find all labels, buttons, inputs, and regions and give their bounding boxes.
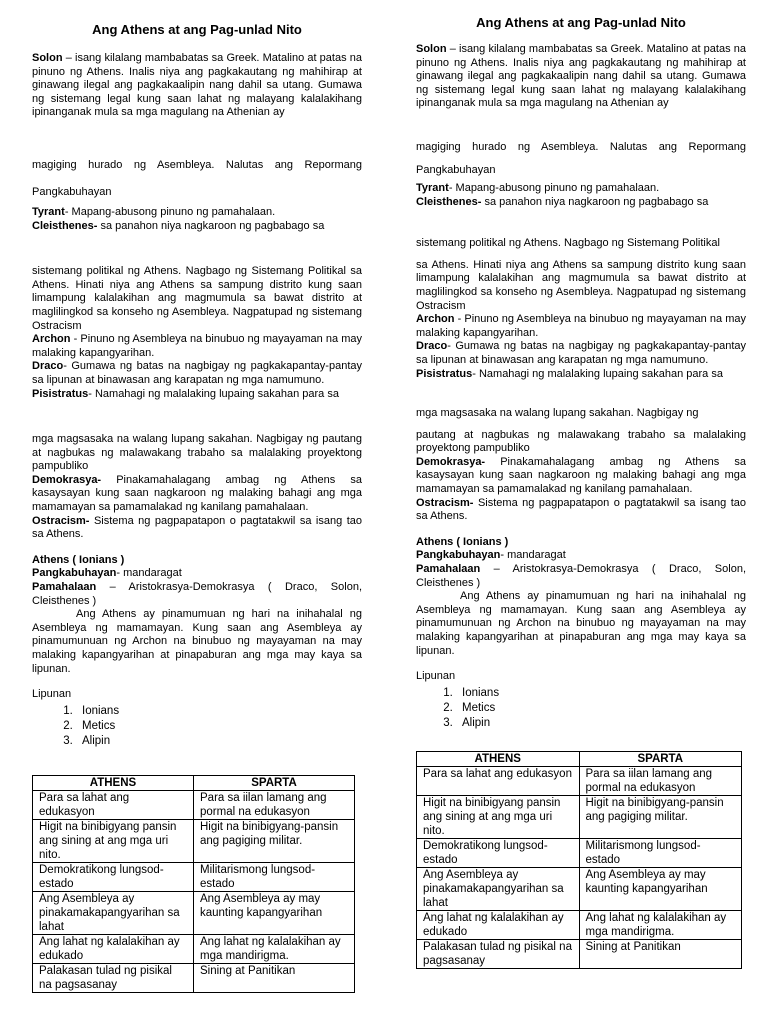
- list-item: 3. Alipin: [456, 716, 746, 731]
- pamahalaan-line: Pamahalaan – Aristokrasya-Demokrasya ( Draco, Solon, Cleisthenes ): [32, 581, 362, 607]
- solon-continuation: magiging hurado ng Asembleya. Nalutas ang Repormang Pangkabuhayan: [416, 140, 746, 176]
- draco-paragraph: Draco- Gumawa ng batas na nagbigay ng pagkakapantay-pantay sa lipunan at binawasan ang karapatan ng mga namumuno.: [416, 340, 746, 366]
- page-title: Ang Athens at ang Pag-unlad Nito: [92, 22, 302, 37]
- left-column: [32, 0, 362, 993]
- solon-paragraph: Solon – isang kilalang mambabatas sa Greek. Matalino at patas na pinuno ng Athens. Inalis niya ang pagkakautang ng mahihirap at ginawang ilegal ang pagkakaalipin nang dahil sa utang. Gumawa ng sistemang legal kung saan lahat ng malayang kalalakihang ipinanganak mula sa mga magulang na Athenian ay: [416, 43, 746, 110]
- cleisthenes-continuation: sistemang politikal ng Athens. Nagbago ng Sistemang Politikal sa Athens. Hinati niya ang Athens sa sampung distrito kung saan limampung kalalakihan ang magmumula sa bawat distrito at maglilingkod sa konseho ng Asembleya. Nagpatupad ng sistemang Ostracism: [32, 265, 362, 332]
- lipunan-label: Lipunan: [416, 670, 456, 683]
- ostracism-paragraph: Ostracism- Sistema ng pagpapatapon o pagtatakwil sa isang tao sa Athens.: [416, 496, 746, 523]
- tyrant-paragraph: Tyrant- Mapang-abusong pinuno ng pamahalaan.: [32, 205, 276, 218]
- table-row: Higit na binibigyang pansin ang sining at ang mga uri nito. Higit na binibigyang-pansin ang pagiging militar.: [33, 819, 355, 862]
- cleisthenes-continuation-1: sistemang politikal ng Athens. Nagbago ng Sistemang Politikal: [416, 237, 720, 250]
- pangkabuhayan-line: Pangkabuhayan- mandaragat: [32, 567, 182, 580]
- pisistratus-paragraph: Pisistratus- Namahagi ng malalaking lupaing sakahan para sa: [416, 367, 723, 380]
- right-column: [416, 0, 746, 969]
- solon-continuation: magiging hurado ng Asembleya. Nalutas ang Repormang Pangkabuhayan: [32, 158, 362, 198]
- table-row: Para sa lahat ang edukasyon Para sa iilan lamang ang pormal na edukasyon: [33, 790, 355, 819]
- header-sparta: SPARTA: [194, 775, 355, 790]
- table-row: Ang lahat ng kalalakihan ay edukado Ang lahat ng kalalakihan ay mga mandirigma.: [417, 910, 742, 939]
- solon-paragraph: Solon – isang kilalang mambabatas sa Greek. Matalino at patas na pinuno ng Athens. Inalis niya ang pagkakautang ng mahihirap at ginawang ilegal ang pagkakaalipin nang dahil sa utang. Gumawa ng sistemang legal kung saan lahat ng malayang kalalakihang ipinanganak mula sa mga magulang na Athenian ay: [32, 52, 362, 119]
- table-row: Palakasan tulad ng pisikal na pagsasanay Sining at Panitikan: [33, 963, 355, 992]
- page-title: Ang Athens at ang Pag-unlad Nito: [476, 15, 686, 30]
- table-row: Demokratikong lungsod-estado Militarismong lungsod-estado: [33, 862, 355, 891]
- table-row: Ang lahat ng kalalakihan ay edukado Ang lahat ng kalalakihan ay mga mandirigma.: [33, 934, 355, 963]
- table-row: Ang Asembleya ay pinakamakapangyarihan sa lahat Ang Asembleya ay may kaunting kapangyarihan: [417, 867, 742, 910]
- list-item: 2. Metics: [76, 719, 362, 734]
- table-header-row: [33, 775, 355, 790]
- lipunan-label: Lipunan: [32, 688, 72, 701]
- pinamumuan-paragraph: Ang Athens ay pinamumuan ng hari na inihahalal ng Asembleya ng mamamayan. Kung saan ang Asembleya ay pinamumunuan ng Archon na binubuo ng mayayaman na may malaking kapangyarihan at pinapaburan ang mga may kaya sa lipunan.: [416, 590, 746, 657]
- table-row: Demokratikong lungsod-estado Militarismong lungsod-estado: [417, 838, 742, 867]
- table-header-row: [417, 751, 742, 766]
- header-sparta: SPARTA: [579, 751, 742, 766]
- ostracism-paragraph: Ostracism- Sistema ng pagpapatapon o pagtatakwil sa isang tao sa Athens.: [32, 514, 362, 541]
- cleisthenes-paragraph: Cleisthenes- sa panahon niya nagkaroon ng pagbabago sa: [416, 195, 709, 208]
- comparison-table: [416, 751, 742, 969]
- pisistratus-continuation: mga magsasaka na walang lupang sakahan. Nagbigay ng pautang at nagbukas ng malawakang trabaho sa malalaking proyektong pampubliko: [32, 433, 362, 473]
- cleisthenes-continuation-2: sa Athens. Hinati niya ang Athens sa sampung distrito kung saan limampung kalalakihan ang magmumula sa bawat distrito at maglilingkod sa konseho ng Asembleya. Nagpatupad ng sistemang Ostracism: [416, 258, 746, 312]
- demokrasya-paragraph: Demokrasya- Pinakamahalagang ambag ng Athens sa kasaysayan kung saan nagkaroon ng malaking bahagi ang mga mamamayan sa pamamalakad ng kanilang pamahalaan.: [32, 473, 362, 514]
- table-row: Higit na binibigyang pansin ang sining at ang mga uri nito. Higit na binibigyang-pansin ang pagiging militar.: [417, 795, 742, 838]
- comparison-table: [32, 775, 355, 993]
- table-row: Para sa lahat ang edukasyon Para sa iilan lamang ang pormal na edukasyon: [417, 766, 742, 795]
- pisistratus-paragraph: Pisistratus- Namahagi ng malalaking lupaing sakahan para sa: [32, 387, 339, 400]
- table-row: Ang Asembleya ay pinakamakapangyarihan sa lahat Ang Asembleya ay may kaunting kapangyarihan: [33, 891, 355, 934]
- lipunan-list: [32, 704, 362, 749]
- lipunan-list: [416, 686, 746, 731]
- term-solon: Solon: [32, 52, 63, 64]
- header-athens: ATHENS: [33, 775, 194, 790]
- cleisthenes-paragraph: Cleisthenes- sa panahon niya nagkaroon ng pagbabago sa: [32, 219, 325, 232]
- pangkabuhayan-line: Pangkabuhayan- mandaragat: [416, 549, 566, 562]
- list-item: 1. Ionians: [456, 686, 746, 701]
- pisistratus-continuation-2: pautang at nagbukas ng malawakang trabaho sa malalaking proyektong pampubliko: [416, 428, 746, 455]
- pamahalaan-line: Pamahalaan – Aristokrasya-Demokrasya ( Draco, Solon, Cleisthenes ): [416, 563, 746, 589]
- tyrant-paragraph: Tyrant- Mapang-abusong pinuno ng pamahalaan.: [416, 181, 660, 194]
- demokrasya-paragraph: Demokrasya- Pinakamahalagang ambag ng Athens sa kasaysayan kung saan nagkaroon ng malaking bahagi ang mga mamamayan sa pamamalakad ng kanilang pamahalaan.: [416, 455, 746, 496]
- pinamumuan-paragraph: Ang Athens ay pinamumuan ng hari na inihahalal ng Asembleya ng mamamayan. Kung saan ang Asembleya ay pinamumunuan ng Archon na binubuo ng mayayaman na may malaking kapangyarihan at pinapaburan ang mga may kaya sa lipunan.: [32, 608, 362, 675]
- pisistratus-continuation-1: mga magsasaka na walang lupang sakahan. Nagbigay ng: [416, 407, 699, 420]
- list-item: 2. Metics: [456, 701, 746, 716]
- table-row: Palakasan tulad ng pisikal na pagsasanay Sining at Panitikan: [417, 939, 742, 968]
- athens-ionians-heading: Athens ( Ionians ): [32, 553, 125, 566]
- list-item: 1. Ionians: [76, 704, 362, 719]
- header-athens: ATHENS: [417, 751, 580, 766]
- athens-ionians-heading: Athens ( Ionians ): [416, 535, 509, 548]
- archon-paragraph: Archon - Pinuno ng Asembleya na binubuo ng mayayaman na may malaking kapangyarihan.: [416, 313, 746, 339]
- archon-paragraph: Archon - Pinuno ng Asembleya na binubuo ng mayayaman na may malaking kapangyarihan.: [32, 333, 362, 359]
- draco-paragraph: Draco- Gumawa ng batas na nagbigay ng pagkakapantay-pantay sa lipunan at binawasan ang karapatan ng mga namumuno.: [32, 360, 362, 386]
- list-item: 3. Alipin: [76, 734, 362, 749]
